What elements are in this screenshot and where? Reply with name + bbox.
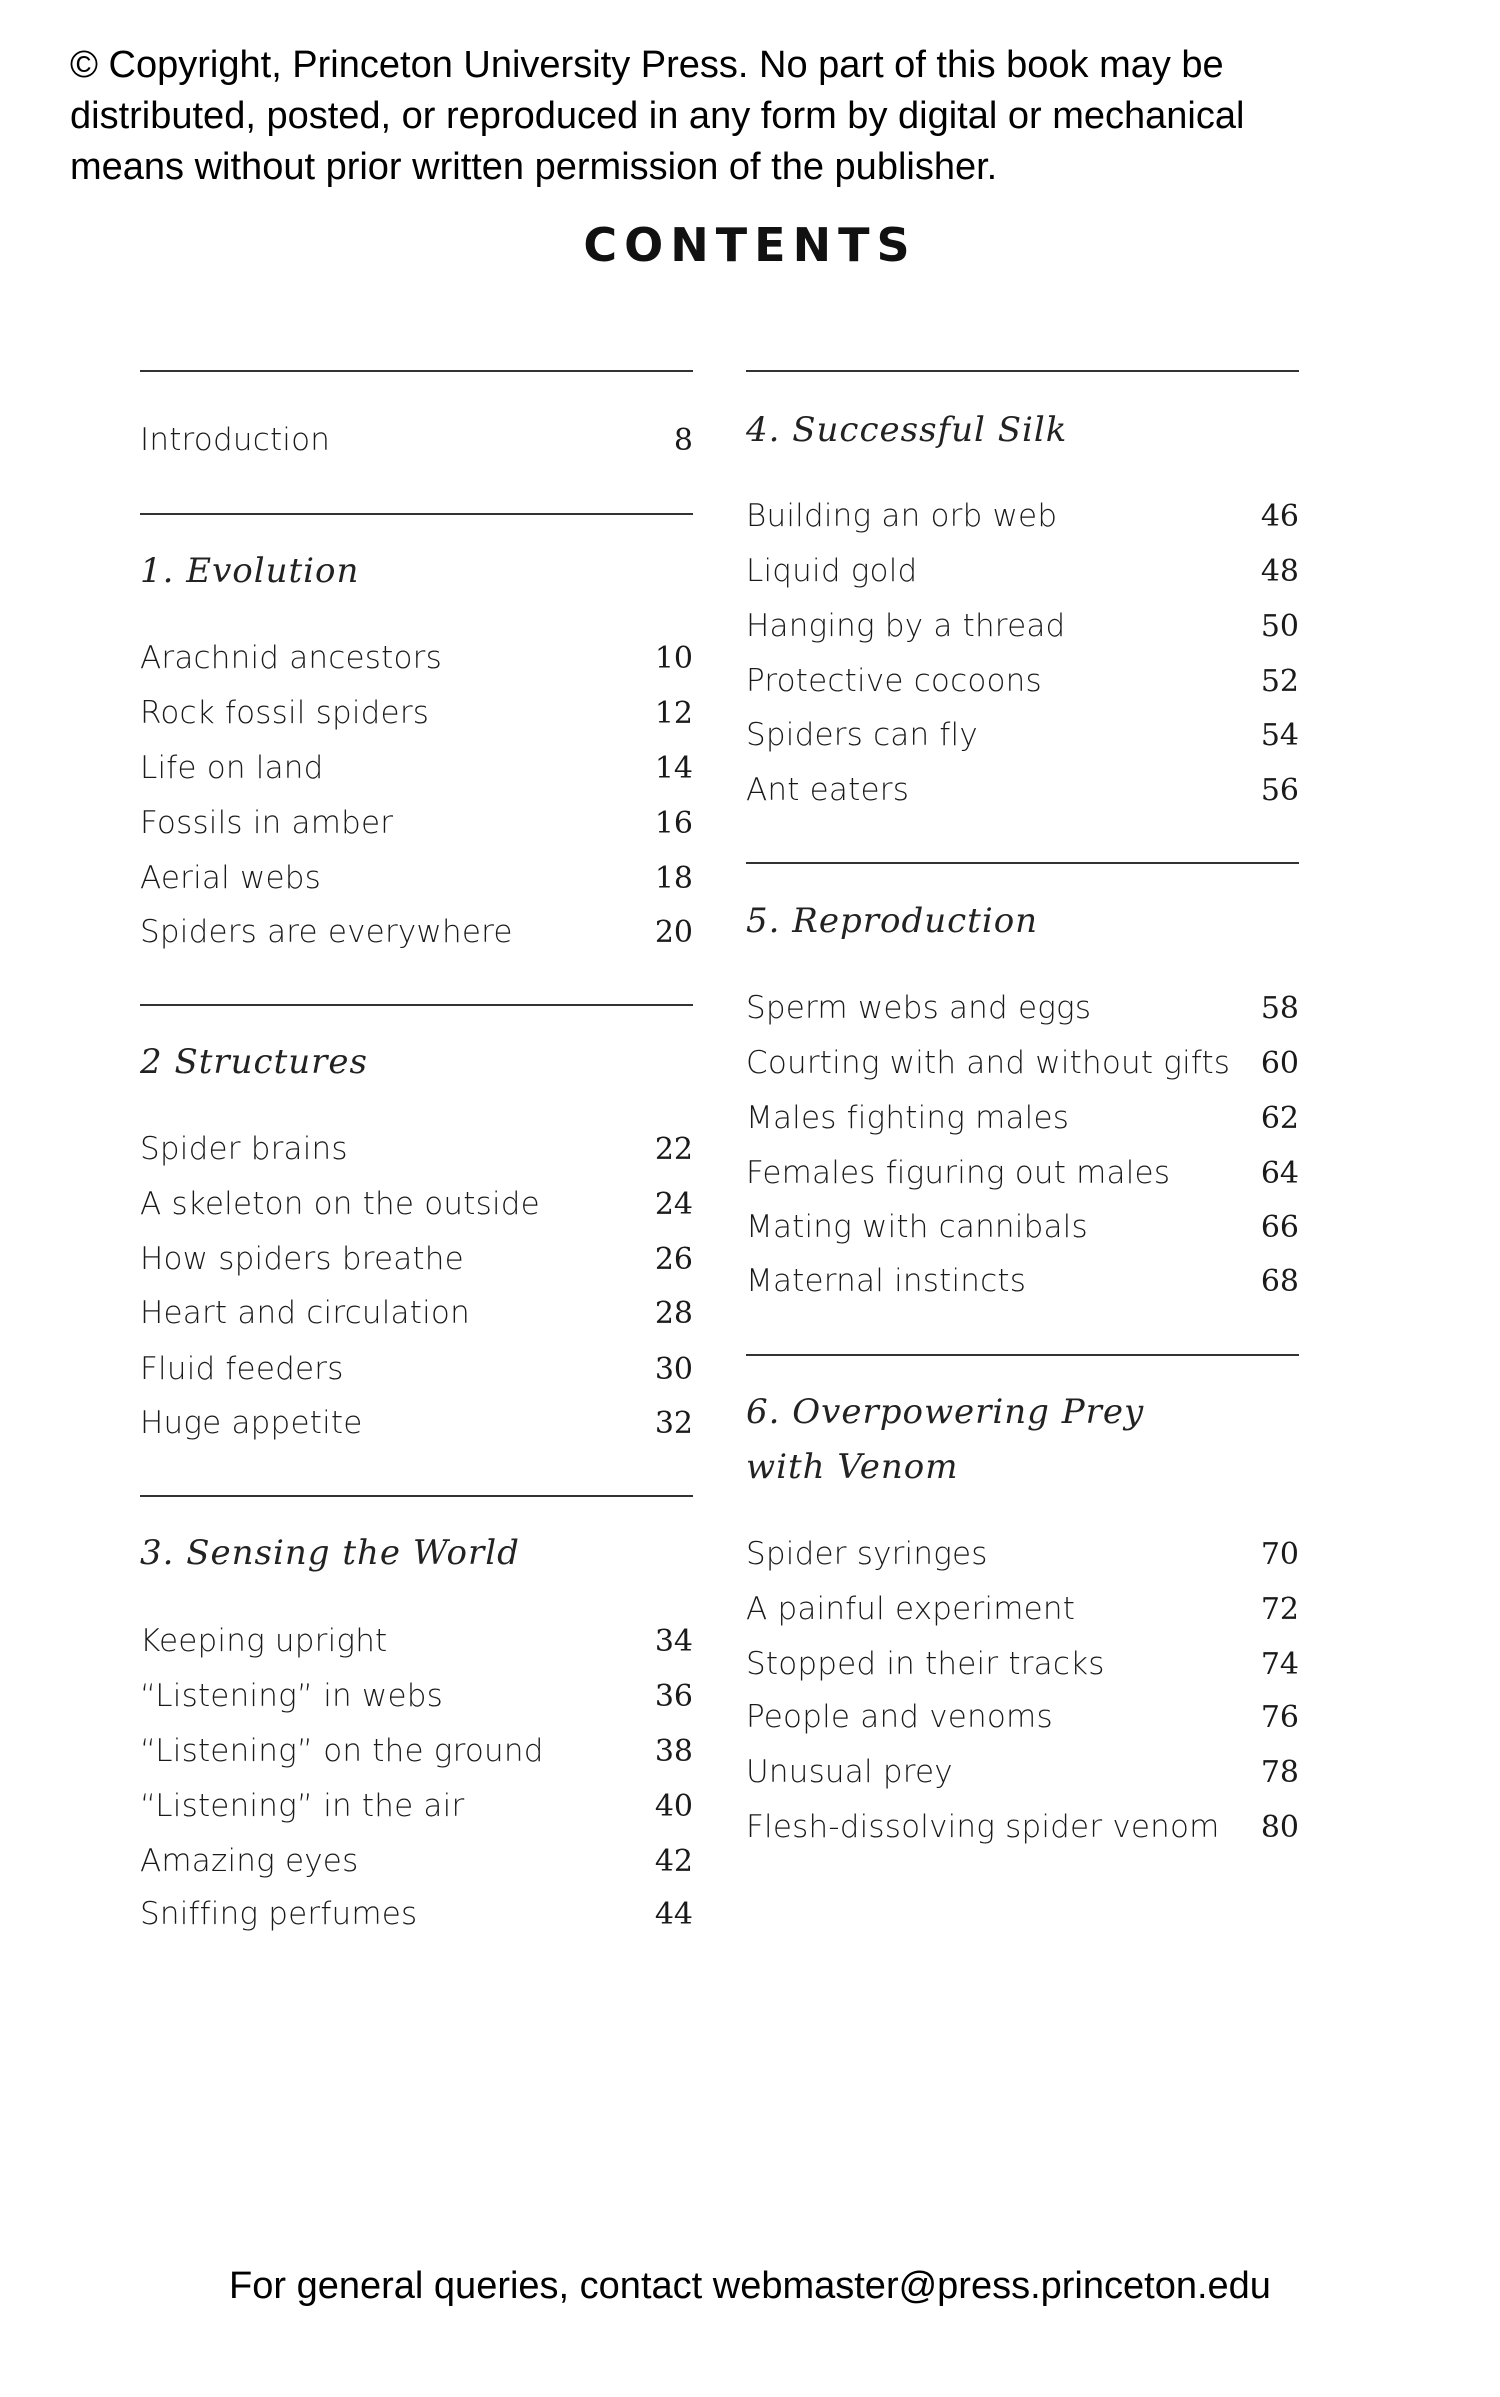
entry-page: 60 (1260, 1045, 1299, 1081)
entry-page: 30 (654, 1351, 693, 1387)
entry-page: 42 (654, 1843, 693, 1879)
entry-label: A skeleton on the outside (140, 1186, 540, 1222)
toc-entry[interactable] (746, 1096, 1299, 1140)
entry-label: Rock fossil spiders (140, 695, 430, 731)
section-title-reproduction: 5. Reproduction (746, 901, 1039, 941)
toc-entry[interactable] (746, 659, 1299, 703)
entry-label: Spiders can fly (746, 717, 978, 753)
divider (746, 1354, 1299, 1356)
page-title: CONTENTS (583, 218, 917, 272)
entry-page: 8 (673, 422, 693, 458)
toc-entry[interactable] (746, 1642, 1299, 1686)
toc-entry[interactable] (746, 1151, 1299, 1195)
entry-page: 78 (1260, 1754, 1299, 1790)
entry-page: 16 (654, 805, 693, 841)
entry-label: Courting with and without gifts (746, 1045, 1231, 1081)
entry-page: 28 (654, 1295, 693, 1331)
entry-page: 56 (1260, 772, 1299, 808)
entry-label: Heart and circulation (140, 1295, 470, 1331)
divider (746, 862, 1299, 864)
entry-label: Maternal instincts (746, 1263, 1027, 1299)
toc-entry[interactable] (140, 910, 693, 954)
entry-page: 36 (654, 1678, 693, 1714)
entry-label: “Listening” on the ground (140, 1733, 544, 1769)
toc-entry[interactable] (140, 746, 693, 790)
entry-label: Life on land (140, 750, 324, 786)
entry-page: 52 (1260, 663, 1299, 699)
toc-entry[interactable] (746, 1750, 1299, 1794)
entry-label: How spiders breathe (140, 1241, 464, 1277)
toc-entry[interactable] (746, 768, 1299, 812)
entry-label: A painful experiment (746, 1591, 1076, 1627)
entry-label: “Listening” in the air (140, 1788, 465, 1824)
toc-entry[interactable] (746, 1695, 1299, 1739)
divider (140, 1495, 693, 1497)
toc-entry[interactable] (746, 1805, 1299, 1849)
entry-label: Sperm webs and eggs (746, 990, 1092, 1026)
toc-entry-introduction[interactable] (140, 418, 693, 462)
toc-entry[interactable] (140, 1784, 693, 1828)
entry-page: 34 (654, 1623, 693, 1659)
toc-entry[interactable] (140, 1182, 693, 1226)
entry-page: 80 (1260, 1809, 1299, 1845)
toc-entry[interactable] (746, 1041, 1299, 1085)
toc-entry[interactable] (746, 1259, 1299, 1303)
entry-label: Amazing eyes (140, 1843, 359, 1879)
entry-label: Mating with cannibals (746, 1209, 1088, 1245)
copyright-notice (70, 40, 1450, 193)
section-title-evolution: 1. Evolution (140, 551, 360, 591)
section-title-overpowering-prey: 6. Overpowering Prey (746, 1392, 1145, 1432)
toc-entry[interactable] (140, 1127, 693, 1171)
copyright-line: means without prior written permission of the publisher. (70, 146, 998, 188)
entry-label: Spiders are everywhere (140, 914, 513, 950)
entry-page: 50 (1260, 608, 1299, 644)
toc-entry[interactable] (746, 549, 1299, 593)
entry-page: 70 (1260, 1536, 1299, 1572)
entry-label: Males fighting males (746, 1100, 1070, 1136)
toc-entry[interactable] (140, 856, 693, 900)
entry-label: Arachnid ancestors (140, 640, 442, 676)
section-title-sensing-the-world: 3. Sensing the World (140, 1533, 520, 1573)
toc-entry[interactable] (746, 1532, 1299, 1576)
entry-label: People and venoms (746, 1699, 1053, 1735)
entry-label: Flesh-dissolving spider venom (746, 1809, 1220, 1845)
entry-label: Sniffing perfumes (140, 1896, 418, 1932)
toc-entry[interactable] (746, 1587, 1299, 1631)
footer-contact: For general queries, contact webmaster@press.princeton.edu (229, 2265, 1271, 2307)
entry-label: Spider brains (140, 1131, 348, 1167)
entry-label: “Listening” in webs (140, 1678, 443, 1714)
entry-label: Spider syringes (746, 1536, 988, 1572)
entry-page: 54 (1260, 717, 1299, 753)
entry-label: Protective cocoons (746, 663, 1042, 699)
entry-page: 26 (654, 1241, 693, 1277)
entry-label: Ant eaters (746, 772, 910, 808)
toc-entry[interactable] (140, 1729, 693, 1773)
entry-label: Building an orb web (746, 498, 1058, 534)
toc-entry[interactable] (746, 713, 1299, 757)
entry-label: Females figuring out males (746, 1155, 1171, 1191)
toc-entry[interactable] (140, 1401, 693, 1445)
entry-page: 18 (654, 860, 693, 896)
entry-page: 62 (1260, 1100, 1299, 1136)
toc-entry[interactable] (140, 636, 693, 680)
entry-page: 10 (654, 640, 693, 676)
section-title-structures: 2 Structures (140, 1042, 368, 1082)
entry-page: 32 (654, 1405, 693, 1441)
entry-label: Huge appetite (140, 1405, 363, 1441)
copyright-line: distributed, posted, or reproduced in any form by digital or mechanical (70, 95, 1245, 137)
toc-entry[interactable] (140, 1291, 693, 1335)
entry-page: 66 (1260, 1209, 1299, 1245)
toc-entry[interactable] (140, 1347, 693, 1391)
toc-entry[interactable] (140, 691, 693, 735)
entry-label: Keeping upright (140, 1623, 388, 1659)
entry-page: 74 (1260, 1646, 1299, 1682)
entry-label: Aerial webs (140, 860, 322, 896)
entry-label: Stopped in their tracks (746, 1646, 1105, 1682)
toc-entry[interactable] (746, 1205, 1299, 1249)
toc-entry[interactable] (746, 986, 1299, 1030)
entry-page: 24 (654, 1186, 693, 1222)
toc-entry[interactable] (140, 1619, 693, 1663)
toc-entry[interactable] (140, 1839, 693, 1883)
toc-entry[interactable] (140, 1892, 693, 1936)
divider (140, 370, 693, 372)
copyright-line: © Copyright, Princeton University Press. No part of this book may be (70, 44, 1224, 86)
toc-entry[interactable] (140, 1237, 693, 1281)
divider (140, 513, 693, 515)
entry-label: Liquid gold (746, 553, 918, 589)
entry-page: 46 (1260, 498, 1299, 534)
entry-page: 58 (1260, 990, 1299, 1026)
entry-page: 20 (654, 914, 693, 950)
entry-page: 68 (1260, 1263, 1299, 1299)
divider (746, 370, 1299, 372)
entry-label: Unusual prey (746, 1754, 953, 1790)
toc-entry[interactable] (140, 801, 693, 845)
toc-entry[interactable] (746, 494, 1299, 538)
entry-page: 48 (1260, 553, 1299, 589)
toc-entry[interactable] (746, 604, 1299, 648)
entry-page: 44 (654, 1896, 693, 1932)
entry-page: 72 (1260, 1591, 1299, 1627)
divider (140, 1004, 693, 1006)
entry-label: Introduction (140, 422, 331, 458)
entry-page: 64 (1260, 1155, 1299, 1191)
entry-label: Fossils in amber (140, 805, 394, 841)
entry-page: 14 (654, 750, 693, 786)
section-title-successful-silk: 4. Successful Silk (746, 410, 1068, 450)
section-title-overpowering-prey-line2: with Venom (746, 1447, 959, 1487)
toc-entry[interactable] (140, 1674, 693, 1718)
entry-page: 76 (1260, 1699, 1299, 1735)
entry-page: 12 (654, 695, 693, 731)
entry-page: 40 (654, 1788, 693, 1824)
entry-label: Fluid feeders (140, 1351, 344, 1387)
entry-page: 22 (654, 1131, 693, 1167)
entry-label: Hanging by a thread (746, 608, 1066, 644)
entry-page: 38 (654, 1733, 693, 1769)
